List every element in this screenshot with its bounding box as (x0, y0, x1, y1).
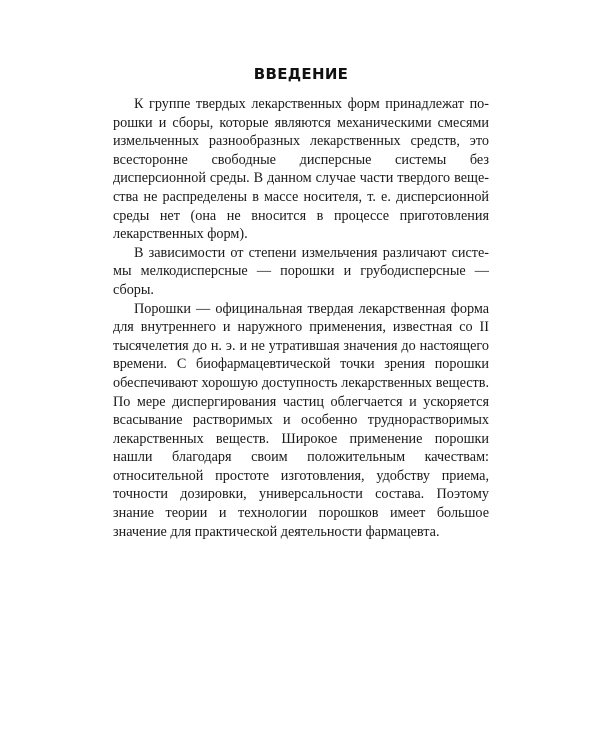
paragraph-1: К группе твердых лекарственных форм принадлежат порошки и сборы, которые являются механическими смесями измельченных разнообразных лекарственных средств, это всесторонне свободные дисперсные системы без дисперсионной среды. В данном случае части твердого вещества не распределены в массе носителя, т. е. дисперсионной среды нет (она не вносится в процессе приготовления лекарственных форм). (113, 96, 489, 243)
paragraph-2: В зависимости от степени измельчения различают системы мелкодисперсные — порошки и грубодисперсные — сборы. (113, 244, 489, 298)
paragraph-3: Порошки — официнальная твердая лекарственная форма для внутреннего и наружного применения, известная со II тысячелетия до н. э. и не утратившая значения до настоящего времени. С биофармацевтической точки зрения порошки обеспечивают хорошую доступность лекарственных веществ. По мере диспергирования частиц облегчается и ускоряется всасывание растворимых и особенно труднорастворимых лекарственных веществ. Широкое применение порошки нашли благодаря своим положительным качествам: относительной простоте изготовления, удобству приема, точности дозировки, универсальности состава. Поэтому знание теории и технологии порошков имеет большое значение для практической деятельности фармацевта. (113, 300, 489, 540)
page-title: ВВЕДЕНИЕ (253, 65, 349, 83)
document-page (113, 64, 489, 541)
